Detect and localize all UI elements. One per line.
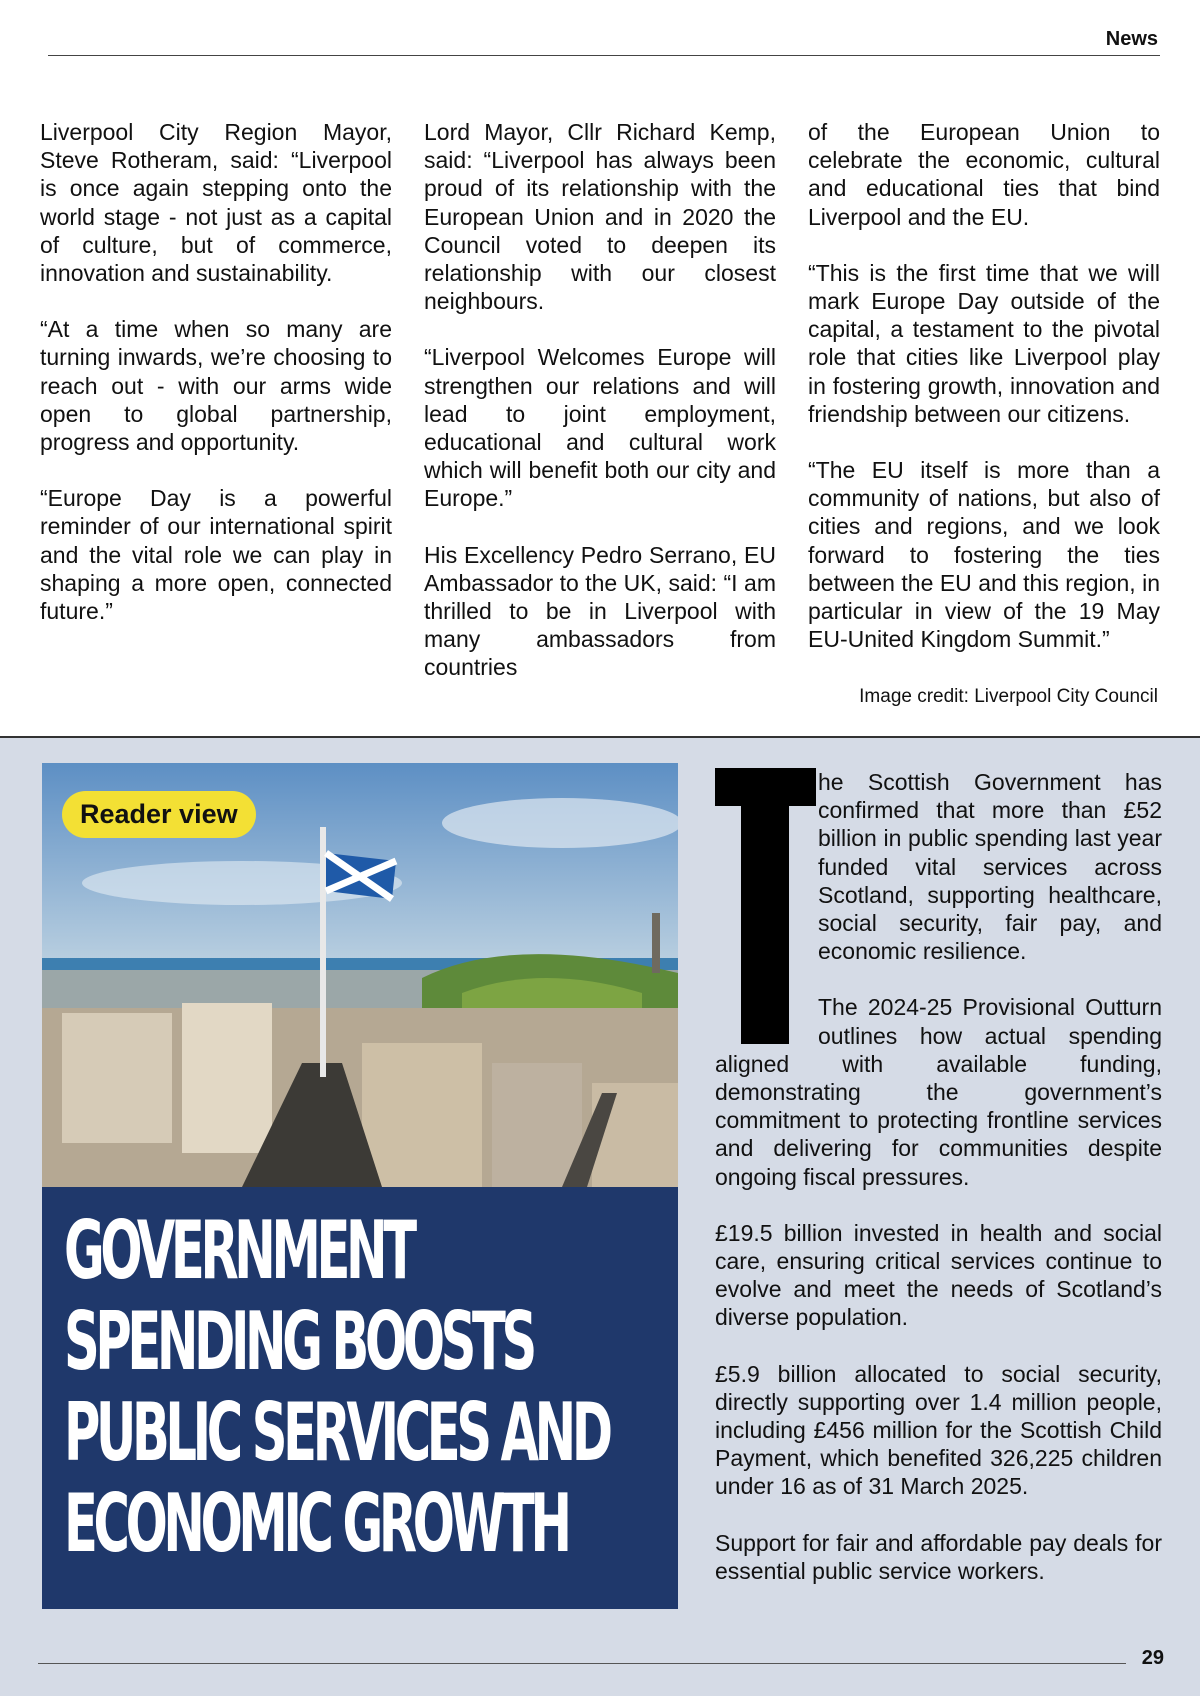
paragraph: £5.9 billion allocated to social security, directly supporting over 1.4 million people, including £456 million for the Scottish Child Payment, which benefited 326,225 children under 16 as of 31 March 2025. bbox=[715, 1360, 1162, 1500]
paragraph: “Liverpool Welcomes Europe will strengthen our relations and will lead to joint employment, educational and cultural work which will benefit both our city and Europe.” bbox=[424, 344, 776, 512]
paragraph: His Excellency Pedro Serrano, EU Ambassador to the UK, said: “I am thrilled to be in Liverpool with many ambassadors from countries bbox=[424, 541, 776, 681]
article-column-3 bbox=[808, 118, 1160, 681]
headline-line: SPENDING BOOSTS bbox=[64, 1295, 533, 1388]
section-label: News bbox=[1105, 28, 1158, 50]
paragraph: of the European Union to celebrate the economic, cultural and educational ties that bind Liverpool and the EU. bbox=[808, 119, 1160, 230]
page-number: 29 bbox=[1141, 1647, 1164, 1669]
image-credit: Image credit: Liverpool City Council bbox=[859, 686, 1158, 707]
headline-line: GOVERNMENT bbox=[64, 1204, 413, 1297]
headline-line: PUBLIC SERVICES AND bbox=[64, 1386, 609, 1479]
paragraph: “This is the first time that we will mark Europe Day outside of the capital, a testament to the pivotal role that cities like Liverpool play in fostering growth, innovation and friendship between our citizens. bbox=[808, 259, 1160, 427]
feature-headline bbox=[64, 1204, 609, 1570]
paragraph: “Europe Day is a powerful reminder of our international spirit and the vital role we can play in shaping a more open, connected future.” bbox=[40, 485, 392, 625]
paragraph: The 2024-25 Provisional Outturn outlines how actual spending aligned with available funding, demonstrating the government’s commitment to protecting frontline services and delivering for communities despite ongoing fiscal pressures. bbox=[715, 994, 1162, 1190]
feature-article bbox=[715, 768, 1162, 1613]
paragraph: £19.5 billion invested in health and social care, ensuring critical services continue to evolve and meet the needs of Scotland’s diverse population. bbox=[715, 1219, 1162, 1331]
headline-line: ECONOMIC GROWTH bbox=[64, 1477, 568, 1570]
paragraph: “The EU itself is more than a community of nations, but also of cities and regions, and we look forward to fostering the ties between the EU and this region, in particular in view of the 19 May EU-United Kingdom Summit.” bbox=[808, 457, 1160, 653]
dropcap-letter-t bbox=[715, 768, 816, 1044]
footer-rule bbox=[38, 1663, 1126, 1664]
top-section bbox=[0, 0, 1200, 736]
header-rule bbox=[48, 55, 1160, 56]
reader-view-button[interactable]: Reader view bbox=[62, 791, 256, 838]
dropcap bbox=[715, 768, 816, 1044]
article-column-1 bbox=[40, 118, 392, 653]
paragraph: Support for fair and affordable pay deals for essential public service workers. bbox=[715, 1529, 1162, 1584]
paragraph: Liverpool City Region Mayor, Steve Rotheram, said: “Liverpool is once again stepping onto the world stage - not just as a capital of culture, but of commerce, innovation and sustainability. bbox=[40, 119, 392, 287]
article-column-2 bbox=[424, 118, 776, 710]
paragraph: Lord Mayor, Cllr Richard Kemp, said: “Liverpool has always been proud of its relationship with the European Union and in 2020 the Council voted to deepen its relationship with our closest neighbours. bbox=[424, 119, 776, 315]
feature-panel bbox=[0, 738, 1200, 1696]
paragraph: “At a time when so many are turning inwards, we’re choosing to reach out - with our arms wide open to global partnership, progress and opportunity. bbox=[40, 316, 392, 456]
headline-panel bbox=[42, 1187, 678, 1609]
edinburgh-photo bbox=[42, 763, 678, 1187]
paragraph: he Scottish Government has confirmed that more than £52 billion in public spending last year funded vital services across Scotland, supporting healthcare, social security, fair pay, and economic resilience. bbox=[818, 769, 1162, 965]
